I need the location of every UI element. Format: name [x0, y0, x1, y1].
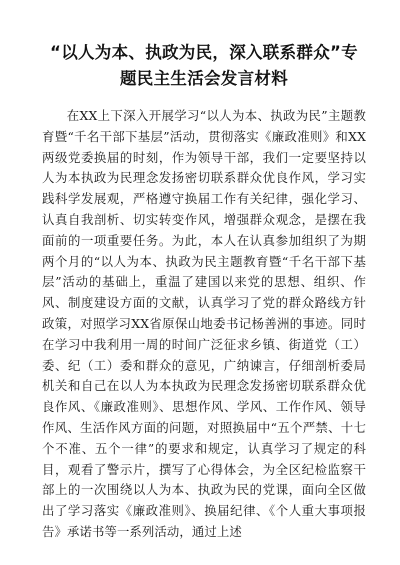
title-line-2: 题民主生活会发言材料 [120, 69, 288, 88]
body-paragraph: 在XX上下深入开展学习“以人为本、执政为民”主题教育暨“千名干部下基层”活动，贯彻落实《廉政准则》和XX两级党委换届的时刻，作为领导干部，我们一定要坚持以人为本执政为民理念发扬密切联系群众优良作风，学习实践科学发展观，严格遵守换届工作有关纪律，强化学习、认真自我剖析、切实转变作风，增强群众观念，是摆在我面前的一项重要任务。为此，本人在认真参加组织了为期两个月的“以人为本、执政为民主题教育暨“千名干部下基层”活动的基础上，重温了建国以来党的思想、组织、作风、制度建设方面的文献，认真学习了党的群众路线方针政策，对照学习XX省原保山地委书记杨善洲的事迹。同时在学习中我利用一周的时间广泛征求乡镇、街道党（工）委、纪（工）委和群众的意见，广纳谏言，仔细剖析委局机关和自己在以人为本执政为民理念发扬密切联系群众优良作风、《廉政准则》、思想作风、学风、工作作风、领导作风、生活作风方面的问题，对照换届中“五个严禁、十七个不准、五个一律”的要求和规定，认真学习了规定的科目，观看了警示片，撰写了心得体会，为全区纪检监察干部上的一次围绕以人为本、执政为民的党课，面向全区做出了学习落实《廉政准则》、换届纪律、《个人重大事项报告》承诺书等一系列活动，通过上述 [42, 108, 366, 539]
title-line-1: “以人为本、执政为民，深入联系群众”专 [50, 43, 358, 62]
document-title [42, 40, 366, 92]
document-body [42, 106, 366, 543]
